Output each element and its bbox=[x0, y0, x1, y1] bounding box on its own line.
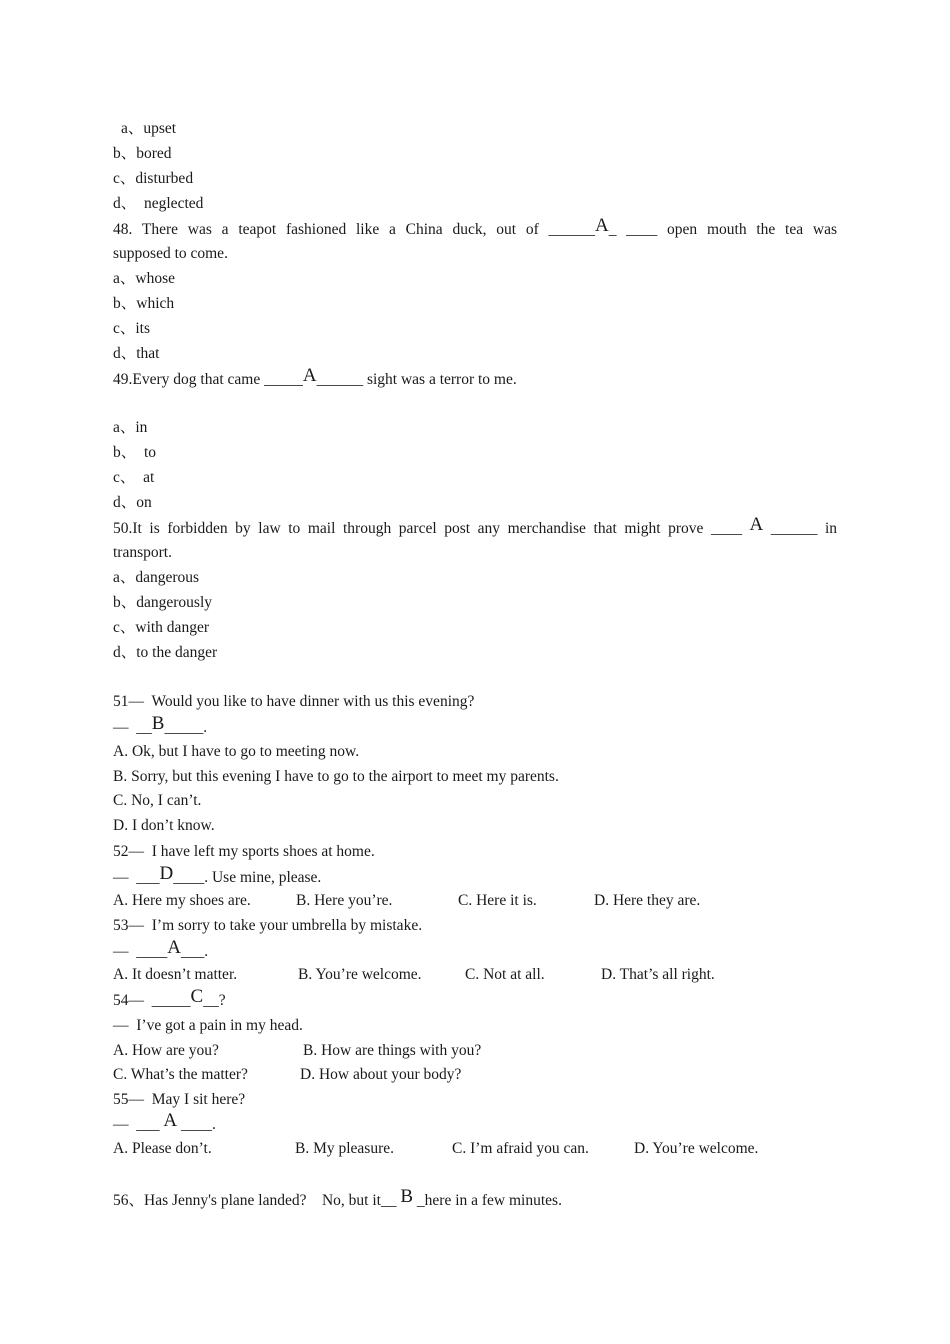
option-d: d、that bbox=[113, 345, 160, 362]
option-a: A. Here my shoes are. bbox=[113, 892, 251, 909]
option-b: B. You’re welcome. bbox=[298, 966, 422, 983]
answer-mark: A bbox=[167, 937, 181, 958]
option-b: B. How are things with you? bbox=[303, 1042, 482, 1059]
option-d: D. Here they are. bbox=[594, 892, 701, 909]
option-b: B. My pleasure. bbox=[295, 1140, 395, 1157]
option-b: B. Sorry, but this evening I have to go to the airport to meet my parents. bbox=[113, 768, 559, 785]
option-c: c、its bbox=[113, 320, 151, 337]
option-c: C. Here it is. bbox=[458, 892, 537, 909]
question-48-cont: supposed to come. bbox=[113, 245, 228, 262]
option-d: d、on bbox=[113, 494, 152, 511]
answer-mark: C bbox=[190, 986, 204, 1007]
question-text: __? bbox=[203, 992, 226, 1009]
response-text: ___. bbox=[180, 943, 209, 960]
option-c: C. I’m afraid you can. bbox=[452, 1140, 589, 1157]
question-56 bbox=[113, 1186, 562, 1211]
question-text: _ ____ open mouth the tea was bbox=[608, 221, 837, 238]
question-text: 54— _____ bbox=[113, 992, 191, 1009]
option-a: A. It doesn’t matter. bbox=[113, 966, 238, 983]
question-text: 50.It is forbidden by law to mail through parcel post any merchandise that might prove ____ bbox=[113, 520, 750, 537]
question-54 bbox=[113, 986, 226, 1011]
option-b: b、dangerously bbox=[113, 594, 213, 611]
question-text: ______ in bbox=[763, 520, 837, 537]
answer-mark: A bbox=[163, 1110, 178, 1131]
option-b: b、 to bbox=[113, 444, 157, 461]
option-c: c、disturbed bbox=[113, 170, 194, 187]
answer-mark: A bbox=[749, 514, 764, 535]
option-c: c、 at bbox=[113, 469, 155, 486]
option-c: C. What’s the matter? bbox=[113, 1066, 248, 1083]
response-text: ____. bbox=[177, 1116, 216, 1133]
question-49 bbox=[113, 365, 517, 390]
option-d: d、to the danger bbox=[113, 644, 218, 661]
option-b: B. Here you’re. bbox=[296, 892, 393, 909]
response-51 bbox=[113, 713, 208, 738]
response-text: ____. Use mine, please. bbox=[173, 869, 322, 886]
option-d: D. That’s all right. bbox=[601, 966, 715, 983]
response-text: — ____ bbox=[113, 943, 168, 960]
question-text: 48. There was a teapot fashioned like a China duck, out of ______ bbox=[113, 221, 596, 238]
option-a: A. Ok, but I have to go to meeting now. bbox=[113, 743, 360, 760]
option-b: b、which bbox=[113, 295, 175, 312]
option-a: A. Please don’t. bbox=[113, 1140, 212, 1157]
option-b: b、bored bbox=[113, 145, 172, 162]
response-text: — ___ bbox=[113, 869, 160, 886]
option-d: D. You’re welcome. bbox=[634, 1140, 759, 1157]
question-51: 51— Would you like to have dinner with us this evening? bbox=[113, 693, 475, 710]
option-c: C. No, I can’t. bbox=[113, 792, 202, 809]
question-text: 56、Has Jenny's plane landed? No, but it__ bbox=[113, 1192, 401, 1209]
option-d: D. How about your body? bbox=[300, 1066, 462, 1083]
option-a: a、whose bbox=[113, 270, 175, 287]
answer-mark: D bbox=[159, 863, 174, 884]
question-52: 52— I have left my sports shoes at home. bbox=[113, 843, 375, 860]
question-55: 55— May I sit here? bbox=[113, 1091, 246, 1108]
option-a: a、in bbox=[113, 419, 148, 436]
response-54: — I’ve got a pain in my head. bbox=[113, 1017, 303, 1034]
question-48 bbox=[113, 215, 837, 240]
option-c: C. Not at all. bbox=[465, 966, 545, 983]
answer-mark: B bbox=[151, 713, 165, 734]
question-text: 49.Every dog that came _____ bbox=[113, 371, 303, 388]
response-53 bbox=[113, 937, 209, 962]
response-55 bbox=[113, 1110, 216, 1135]
question-50-cont: transport. bbox=[113, 544, 172, 561]
option-c: c、with danger bbox=[113, 619, 209, 636]
option-a: A. How are you? bbox=[113, 1042, 219, 1059]
question-text: _here in a few minutes. bbox=[413, 1192, 562, 1209]
option-a: a、upset bbox=[121, 120, 177, 137]
option-d: D. I don’t know. bbox=[113, 817, 215, 834]
answer-mark: A bbox=[595, 215, 609, 236]
answer-mark: A bbox=[302, 365, 317, 386]
question-text: ______ sight was a terror to me. bbox=[316, 371, 517, 388]
response-text: — ___ bbox=[113, 1116, 164, 1133]
response-52 bbox=[113, 863, 322, 888]
question-53: 53— I’m sorry to take your umbrella by mistake. bbox=[113, 917, 423, 934]
answer-mark: B bbox=[400, 1186, 414, 1207]
option-d: d、 neglected bbox=[113, 195, 204, 212]
question-50 bbox=[113, 514, 837, 539]
response-text: — __ bbox=[113, 719, 152, 736]
response-text: _____. bbox=[164, 719, 208, 736]
option-a: a、dangerous bbox=[113, 569, 200, 586]
